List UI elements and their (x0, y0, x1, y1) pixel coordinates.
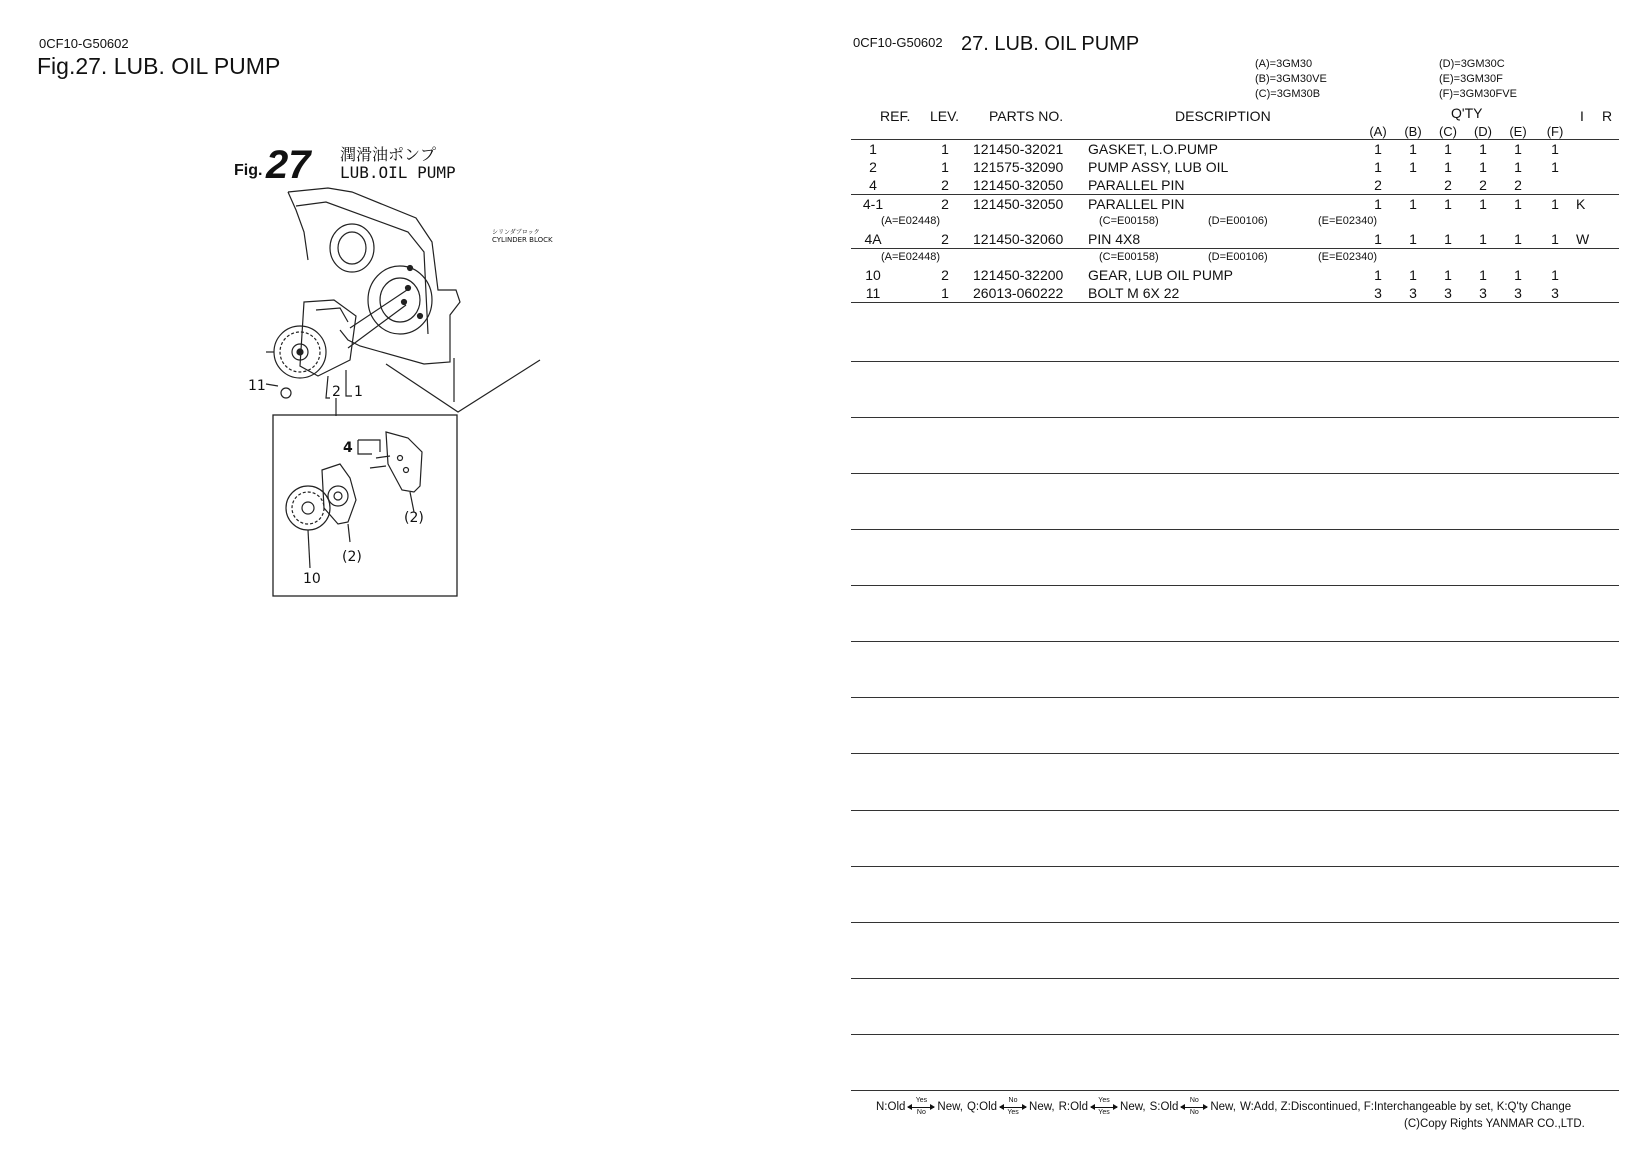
double-arrow-icon (999, 1097, 1027, 1117)
qty-col-b: (B) (1404, 124, 1422, 139)
part-flag: W (1576, 231, 1590, 247)
qty-cell: 2 (1444, 177, 1452, 193)
diagram-svg (200, 140, 640, 640)
part-number: 121450-32060 (973, 231, 1064, 247)
qty-cell: 3 (1479, 285, 1487, 301)
part-level: 2 (941, 177, 949, 193)
qty-cell: 1 (1514, 267, 1522, 283)
qty-cell: 1 (1409, 267, 1417, 283)
part-level: 1 (941, 159, 949, 175)
ruled-line (851, 473, 1619, 474)
arrow-top-label: Yes (1098, 1097, 1110, 1104)
qty-cell: 1 (1409, 159, 1417, 175)
part-ref: 11 (865, 285, 881, 301)
double-arrow-icon (907, 1097, 935, 1117)
left-page-code: 0CF10-G50602 (39, 36, 129, 51)
qty-cell: 2 (1479, 177, 1487, 193)
qty-cell: 1 (1444, 267, 1452, 283)
qty-cell: 3 (1551, 285, 1559, 301)
parts-row (851, 158, 1619, 176)
detail-box (273, 415, 457, 596)
qty-cell: 2 (1374, 177, 1382, 193)
ruled-line (851, 417, 1619, 418)
cylinder-block-label-jp: シリンダブロック (492, 229, 540, 236)
double-arrow-icon (1180, 1097, 1208, 1117)
model-c: (C)=3GM30B (1255, 88, 1321, 100)
part-level: 1 (941, 141, 949, 157)
parts-row (851, 266, 1619, 284)
part-number: 121450-32200 (973, 267, 1064, 283)
change-code-legend (876, 1097, 1571, 1117)
model-a: (A)=3GM30 (1255, 58, 1313, 70)
serial-note-row (851, 249, 1619, 266)
qty-cell: 1 (1551, 267, 1559, 283)
qty-cell: 1 (1374, 159, 1382, 175)
qty-col-a: (A) (1369, 124, 1387, 139)
qty-cell: 1 (1514, 159, 1522, 175)
legend-new-label: New, (937, 1101, 963, 1113)
legend-tail: W:Add, Z:Discontinued, F:Interchangeable by set, K:Q'ty Change (1239, 1101, 1572, 1113)
serial-note: (A=E02448) (881, 215, 941, 227)
col-header-r: R (1602, 108, 1613, 124)
serial-note-row (851, 213, 1619, 230)
qty-cell: 1 (1551, 141, 1559, 157)
arrow-bottom-label: No (916, 1109, 926, 1116)
ruled-line (851, 866, 1619, 867)
legend-old-label: S:Old (1149, 1101, 1179, 1113)
arrow-top-label: No (1189, 1097, 1199, 1104)
callout-2-gasket: (2) (404, 510, 424, 526)
callout-2-pump: (2) (342, 549, 362, 565)
part-ref: 2 (869, 159, 877, 175)
serial-note: (D=E00106) (1208, 215, 1268, 227)
ruled-line (851, 529, 1619, 530)
right-page-title: 27. LUB. OIL PUMP (961, 33, 1140, 55)
qty-cell: 3 (1409, 285, 1417, 301)
cylinder-block-label: CYLINDER BLOCK (492, 236, 553, 244)
qty-cell: 1 (1479, 141, 1487, 157)
arrow-bottom-label: No (1189, 1109, 1199, 1116)
qty-col-c: (C) (1438, 124, 1458, 139)
part-ref: 1 (869, 141, 877, 157)
part-flag: K (1576, 196, 1586, 212)
qty-cell: 1 (1409, 141, 1417, 157)
legend-old-label: R:Old (1058, 1101, 1089, 1113)
part-level: 2 (941, 196, 949, 212)
ruled-line (851, 1034, 1619, 1035)
ruled-line (851, 641, 1619, 642)
qty-cell: 1 (1374, 196, 1382, 212)
ruled-line (851, 753, 1619, 754)
col-header-lev: LEV. (930, 108, 960, 124)
serial-note: (C=E00158) (1099, 215, 1159, 227)
part-level: 1 (941, 285, 949, 301)
part-description: PIN 4X8 (1088, 231, 1141, 247)
serial-note: (C=E00158) (1099, 251, 1159, 263)
fig-english-title: LUB.OIL PUMP (340, 163, 456, 182)
parts-row (851, 176, 1619, 195)
pump-assembly-drawing (266, 300, 356, 416)
ruled-line (851, 697, 1619, 698)
fig-number-text: 27 (266, 143, 311, 187)
qty-cell: 1 (1551, 159, 1559, 175)
arrow-bottom-label: Yes (1098, 1109, 1110, 1116)
part-description: PARALLEL PIN (1088, 177, 1185, 193)
parts-row (851, 140, 1619, 158)
model-b: (B)=3GM30VE (1255, 73, 1327, 85)
part-number: 121450-32050 (973, 196, 1064, 212)
part-level: 2 (941, 231, 949, 247)
serial-note: (D=E00106) (1208, 251, 1268, 263)
qty-cell: 3 (1374, 285, 1382, 301)
legend-new-label: New, (1029, 1101, 1055, 1113)
serial-note: (E=E02340) (1318, 251, 1378, 263)
qty-cell: 1 (1479, 231, 1487, 247)
copyright: (C)Copy Rights YANMAR CO.,LTD. (1404, 1118, 1585, 1130)
col-header-parts-no: PARTS NO. (989, 108, 1064, 124)
parts-row (851, 195, 1619, 213)
ruled-line (851, 810, 1619, 811)
callout-11: 11 (248, 378, 266, 394)
qty-cell: 1 (1444, 231, 1452, 247)
ruled-line (851, 978, 1619, 979)
qty-cell: 1 (1514, 231, 1522, 247)
left-page-title: Fig.27. LUB. OIL PUMP (37, 53, 281, 79)
exploded-diagram (200, 140, 640, 640)
qty-cell: 1 (1551, 196, 1559, 212)
qty-col-f: (F) (1546, 124, 1564, 139)
ruled-line (851, 922, 1619, 923)
part-description: PUMP ASSY, LUB OIL (1088, 159, 1229, 175)
qty-cell: 2 (1514, 177, 1522, 193)
qty-cell: 1 (1479, 267, 1487, 283)
col-header-ref: REF. (880, 108, 911, 124)
callout-4: 4 (343, 440, 353, 456)
col-header-i: I (1580, 108, 1584, 124)
serial-note: (A=E02448) (881, 251, 941, 263)
part-ref: 4-1 (862, 196, 884, 212)
qty-cell: 1 (1374, 141, 1382, 157)
part-number: 121575-32090 (973, 159, 1064, 175)
qty-cell: 1 (1551, 231, 1559, 247)
qty-cell: 1 (1444, 159, 1452, 175)
qty-cell: 1 (1514, 141, 1522, 157)
qty-cell: 3 (1514, 285, 1522, 301)
model-e: (E)=3GM30F (1439, 73, 1503, 85)
legend-old-label: Q:Old (966, 1101, 998, 1113)
qty-cell: 1 (1374, 267, 1382, 283)
model-d: (D)=3GM30C (1439, 58, 1505, 70)
fig-japanese-title: 潤滑油ポンプ (340, 145, 437, 164)
callout-10: 10 (303, 571, 321, 587)
qty-cell: 1 (1409, 196, 1417, 212)
part-number: 121450-32050 (973, 177, 1064, 193)
part-description: PARALLEL PIN (1088, 196, 1185, 212)
part-description: GEAR, LUB OIL PUMP (1088, 267, 1233, 283)
part-number: 26013-060222 (973, 285, 1064, 301)
part-ref: 10 (865, 267, 881, 283)
qty-cell: 1 (1514, 196, 1522, 212)
arrow-top-label: Yes (915, 1097, 928, 1104)
qty-cell: 1 (1444, 141, 1452, 157)
ruled-line (851, 1090, 1619, 1091)
part-ref: 4A (864, 231, 882, 247)
parts-row (851, 284, 1619, 303)
qty-cell: 1 (1479, 159, 1487, 175)
qty-cell: 1 (1374, 231, 1382, 247)
ruled-line (851, 361, 1619, 362)
model-f: (F)=3GM30FVE (1439, 88, 1517, 100)
qty-cell: 1 (1409, 231, 1417, 247)
qty-col-d: (D) (1473, 124, 1493, 139)
ruled-line (851, 585, 1619, 586)
fig-prefix-text: Fig. (234, 162, 263, 179)
legend-old-label: N:Old (876, 1101, 906, 1113)
qty-cell: 1 (1479, 196, 1487, 212)
right-page-code: 0CF10-G50602 (853, 35, 943, 50)
double-arrow-icon (1090, 1097, 1118, 1117)
legend-new-label: New, (1120, 1101, 1146, 1113)
part-level: 2 (941, 267, 949, 283)
legend-new-label: New, (1210, 1101, 1236, 1113)
col-header-description: DESCRIPTION (1175, 108, 1271, 124)
part-number: 121450-32021 (973, 141, 1064, 157)
detail-parts-drawing (286, 432, 422, 568)
callout-1: 1 (354, 384, 363, 400)
qty-col-e: (E) (1509, 124, 1527, 139)
callout-2: 2 (332, 384, 341, 400)
part-description: GASKET, L.O.PUMP (1088, 141, 1218, 157)
qty-cell: 3 (1444, 285, 1452, 301)
arrow-top-label: No (1008, 1097, 1018, 1104)
part-description: BOLT M 6X 22 (1088, 285, 1180, 301)
arrow-bottom-label: Yes (1007, 1109, 1019, 1116)
qty-cell: 1 (1444, 196, 1452, 212)
col-header-qty: Q'TY (1451, 105, 1483, 121)
parts-row (851, 230, 1619, 249)
serial-note: (E=E02340) (1318, 215, 1378, 227)
parts-table (851, 140, 1619, 303)
part-ref: 4 (869, 177, 877, 193)
